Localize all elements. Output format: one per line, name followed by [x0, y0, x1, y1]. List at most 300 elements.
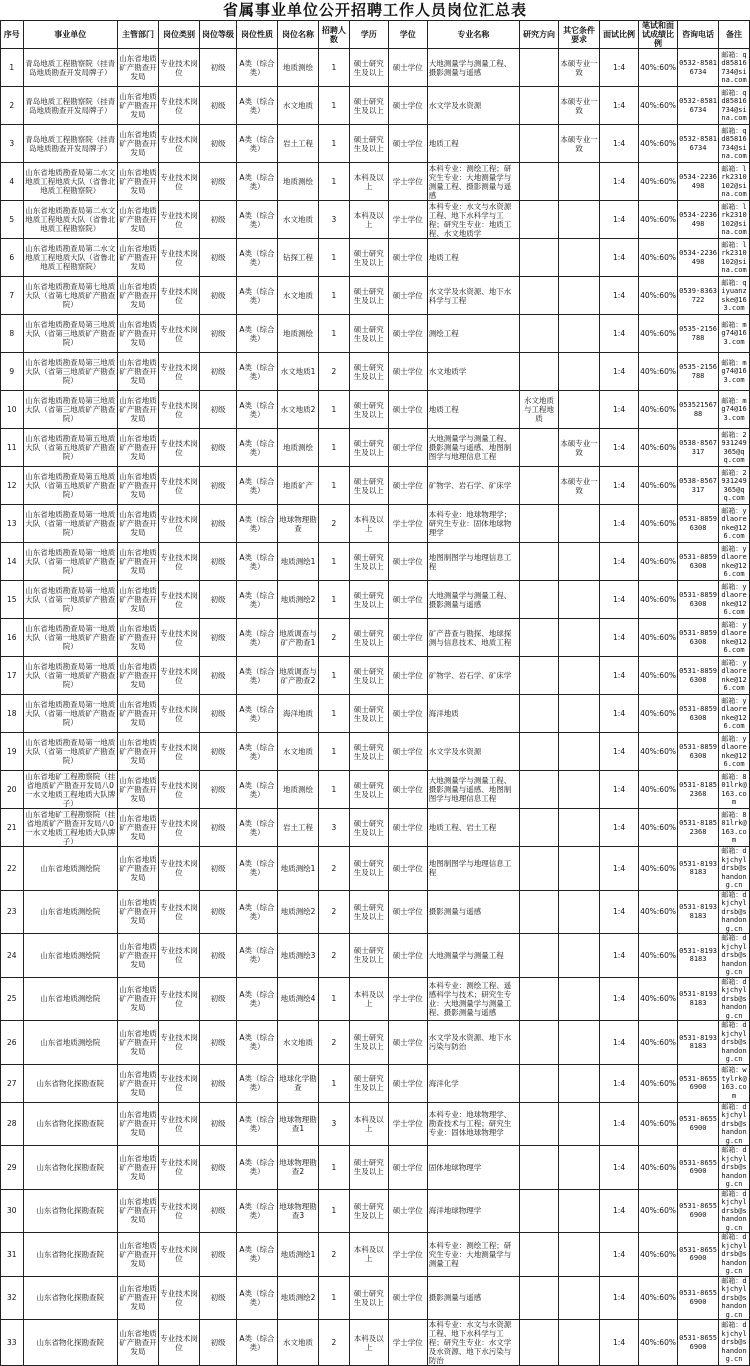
cell-nature: A类（综合类）	[236, 543, 277, 581]
cell-category: 专业技术岗位	[158, 619, 199, 657]
cell-degree: 学士学位	[388, 505, 427, 543]
cell-category: 专业技术岗位	[158, 163, 199, 201]
cell-phone: 0531-81938183	[678, 890, 719, 934]
cell-degree: 硕士学位	[388, 543, 427, 581]
cell-education: 硕士研究生及以上	[349, 1146, 388, 1190]
cell-other	[559, 201, 600, 239]
cell-count: 3	[319, 201, 350, 239]
table-row	[1, 890, 750, 934]
cell-seq: 8	[1, 315, 24, 353]
cell-score-ratio: 40%:60%	[639, 543, 678, 581]
table-row	[1, 1233, 750, 1277]
cell-research	[520, 505, 559, 543]
table-row	[1, 1146, 750, 1190]
cell-phone: 0531-86556900	[678, 1064, 719, 1102]
cell-major: 水文学及水资源	[427, 733, 519, 771]
cell-category: 专业技术岗位	[158, 239, 199, 277]
cell-phone: 0535-2156788	[678, 353, 719, 391]
cell-phone: 0531-81938183	[678, 1021, 719, 1065]
cell-phone: 0538-8567317	[678, 467, 719, 505]
header-category: 岗位类别	[158, 21, 199, 49]
cell-other	[559, 1320, 600, 1366]
cell-score-ratio: 40%:60%	[639, 977, 678, 1021]
cell-degree: 硕士学位	[388, 239, 427, 277]
cell-interview-ratio: 1:4	[600, 163, 639, 201]
cell-unit: 山东省地质勘查局第一地质大队（省第一地质矿产勘查院）	[23, 619, 117, 657]
table-row	[1, 163, 750, 201]
cell-dept: 山东省地质矿产勘查开发局	[117, 239, 158, 277]
cell-position: 地球物理勘查1	[277, 1102, 318, 1146]
cell-nature: A类（综合类）	[236, 125, 277, 163]
cell-dept: 山东省地质矿产勘查开发局	[117, 934, 158, 978]
cell-remark: 邮箱：qiyuanzske@163.com	[719, 277, 750, 315]
cell-interview-ratio: 1:4	[600, 391, 639, 429]
cell-remark: 邮箱：ydlaorenke@126.com	[719, 695, 750, 733]
cell-dept: 山东省地质矿产勘查开发局	[117, 733, 158, 771]
cell-category: 专业技术岗位	[158, 49, 199, 87]
cell-degree: 学士学位	[388, 977, 427, 1021]
cell-nature: A类（综合类）	[236, 505, 277, 543]
cell-major: 本科专业：测绘工程；研究生专业：大地测量学与测量工程、摄影测量与遥感	[427, 163, 519, 201]
cell-other: 本硕专业一致	[559, 87, 600, 125]
cell-count: 1	[319, 733, 350, 771]
cell-level: 初级	[200, 353, 237, 391]
cell-unit: 山东省地质勘查局第一地质大队（省第一地质矿产勘查院）	[23, 505, 117, 543]
cell-research	[520, 1064, 559, 1102]
cell-phone: 0532-85816734	[678, 125, 719, 163]
cell-degree: 硕士学位	[388, 1276, 427, 1320]
cell-score-ratio: 40%:60%	[639, 809, 678, 847]
cell-category: 专业技术岗位	[158, 1102, 199, 1146]
cell-remark: 邮箱：dkjchyldrsb@shandong.cn	[719, 934, 750, 978]
cell-major: 本科专业：测绘工程、遥感科学与技术；研究生专业：大地测量学与测量工程、摄影测量与遥感	[427, 977, 519, 1021]
cell-unit: 山东省地质测绘院	[23, 847, 117, 891]
cell-nature: A类（综合类）	[236, 1320, 277, 1366]
cell-research	[520, 277, 559, 315]
cell-interview-ratio: 1:4	[600, 505, 639, 543]
cell-position: 地质测绘	[277, 429, 318, 467]
cell-education: 硕士研究生及以上	[349, 87, 388, 125]
cell-score-ratio: 40%:60%	[639, 467, 678, 505]
table-row	[1, 1320, 750, 1366]
cell-category: 专业技术岗位	[158, 581, 199, 619]
cell-research	[520, 201, 559, 239]
cell-count: 1	[319, 125, 350, 163]
cell-other	[559, 1233, 600, 1277]
cell-category: 专业技术岗位	[158, 1276, 199, 1320]
cell-position: 水文地质	[277, 1320, 318, 1366]
cell-research	[520, 1320, 559, 1366]
cell-seq: 33	[1, 1320, 24, 1366]
cell-level: 初级	[200, 543, 237, 581]
header-count: 招聘人数	[319, 21, 350, 49]
cell-research	[520, 125, 559, 163]
cell-dept: 山东省地质矿产勘查开发局	[117, 201, 158, 239]
cell-seq: 32	[1, 1276, 24, 1320]
cell-remark: 邮箱：801lrk@163.com	[719, 809, 750, 847]
cell-phone: 0531-88596308	[678, 695, 719, 733]
cell-other	[559, 505, 600, 543]
cell-position: 水文地质	[277, 87, 318, 125]
cell-level: 初级	[200, 277, 237, 315]
cell-score-ratio: 40%:60%	[639, 619, 678, 657]
cell-score-ratio: 40%:60%	[639, 1102, 678, 1146]
table-row	[1, 429, 750, 467]
cell-unit: 山东省地矿工程勘察院（挂省地质矿产勘查开发局八0一水文地质工程地质大队牌子）	[23, 771, 117, 809]
cell-position: 地质测绘	[277, 163, 318, 201]
table-row	[1, 847, 750, 891]
cell-unit: 山东省地质勘查局第一地质大队（省第一地质矿产勘查院）	[23, 657, 117, 695]
cell-dept: 山东省地质矿产勘查开发局	[117, 391, 158, 429]
cell-category: 专业技术岗位	[158, 1021, 199, 1065]
cell-major: 矿物学、岩石学、矿床学	[427, 467, 519, 505]
cell-score-ratio: 40%:60%	[639, 239, 678, 277]
cell-nature: A类（综合类）	[236, 695, 277, 733]
cell-interview-ratio: 1:4	[600, 771, 639, 809]
cell-category: 专业技术岗位	[158, 543, 199, 581]
cell-phone: 0531-81938183	[678, 847, 719, 891]
table-row	[1, 201, 750, 239]
table-row	[1, 87, 750, 125]
cell-interview-ratio: 1:4	[600, 1064, 639, 1102]
cell-position: 地质测绘	[277, 771, 318, 809]
cell-level: 初级	[200, 771, 237, 809]
cell-nature: A类（综合类）	[236, 847, 277, 891]
header-phone: 咨询电话	[678, 21, 719, 49]
cell-dept: 山东省地质矿产勘查开发局	[117, 581, 158, 619]
cell-seq: 30	[1, 1189, 24, 1233]
cell-count: 1	[319, 87, 350, 125]
cell-seq: 24	[1, 934, 24, 978]
cell-other	[559, 163, 600, 201]
cell-major: 海洋地球物理学	[427, 1189, 519, 1233]
cell-level: 初级	[200, 1102, 237, 1146]
cell-research	[520, 543, 559, 581]
cell-other	[559, 657, 600, 695]
cell-phone: 0531-88596308	[678, 619, 719, 657]
header-remark: 备注	[719, 21, 750, 49]
cell-interview-ratio: 1:4	[600, 619, 639, 657]
cell-seq: 28	[1, 1102, 24, 1146]
cell-position: 钻探工程	[277, 239, 318, 277]
cell-seq: 18	[1, 695, 24, 733]
cell-degree: 学士学位	[388, 201, 427, 239]
cell-score-ratio: 40%:60%	[639, 125, 678, 163]
cell-score-ratio: 40%:60%	[639, 505, 678, 543]
cell-degree: 硕士学位	[388, 1189, 427, 1233]
cell-seq: 27	[1, 1064, 24, 1102]
cell-other	[559, 619, 600, 657]
cell-phone: 0531-86556900	[678, 1320, 719, 1366]
cell-education: 硕士研究生及以上	[349, 315, 388, 353]
cell-dept: 山东省地质矿产勘查开发局	[117, 847, 158, 891]
cell-phone: 05352156788	[678, 391, 719, 429]
cell-unit: 山东省地质勘查局第一地质大队（省第一地质矿产勘查院）	[23, 695, 117, 733]
cell-unit: 山东省地矿工程勘察院（挂省地质矿产勘查开发局八0一水文地质工程地质大队牌子）	[23, 809, 117, 847]
cell-category: 专业技术岗位	[158, 467, 199, 505]
cell-other	[559, 1276, 600, 1320]
cell-phone: 0534-2236498	[678, 201, 719, 239]
cell-position: 地质调查与矿产勘查2	[277, 657, 318, 695]
cell-category: 专业技术岗位	[158, 201, 199, 239]
job-table	[0, 20, 750, 1366]
cell-degree: 硕士学位	[388, 809, 427, 847]
cell-interview-ratio: 1:4	[600, 809, 639, 847]
cell-other	[559, 239, 600, 277]
table-row	[1, 391, 750, 429]
cell-count: 1	[319, 467, 350, 505]
cell-remark: 邮箱：lrk2310102@sina.com	[719, 239, 750, 277]
cell-dept: 山东省地质矿产勘查开发局	[117, 1021, 158, 1065]
cell-major: 本科专业：测绘工程；研究生专业：大地测量学与测量工程	[427, 1233, 519, 1277]
cell-position: 水文地质1	[277, 353, 318, 391]
cell-unit: 山东省物化探勘查院	[23, 1102, 117, 1146]
header-dept: 主管部门	[117, 21, 158, 49]
cell-phone: 0534-2236498	[678, 163, 719, 201]
cell-seq: 22	[1, 847, 24, 891]
cell-seq: 5	[1, 201, 24, 239]
table-row	[1, 315, 750, 353]
cell-dept: 山东省地质矿产勘查开发局	[117, 125, 158, 163]
cell-position: 地球物理勘查	[277, 505, 318, 543]
cell-count: 1	[319, 277, 350, 315]
cell-nature: A类（综合类）	[236, 467, 277, 505]
cell-category: 专业技术岗位	[158, 429, 199, 467]
cell-level: 初级	[200, 1189, 237, 1233]
cell-score-ratio: 40%:60%	[639, 1233, 678, 1277]
cell-position: 地质测绘1	[277, 543, 318, 581]
header-seq: 序号	[1, 21, 24, 49]
cell-major: 大地测量学与测量工程、摄影测量与遥感、地图制图学与地理信息工程	[427, 429, 519, 467]
cell-dept: 山东省地质矿产勘查开发局	[117, 1189, 158, 1233]
cell-education: 硕士研究生及以上	[349, 1189, 388, 1233]
cell-phone: 0531-86556900	[678, 1189, 719, 1233]
cell-research	[520, 1021, 559, 1065]
cell-dept: 山东省地质矿产勘查开发局	[117, 543, 158, 581]
cell-remark: 邮箱：dkjchyldrsb@shandong.cn	[719, 1021, 750, 1065]
cell-education: 硕士研究生及以上	[349, 809, 388, 847]
cell-dept: 山东省地质矿产勘查开发局	[117, 890, 158, 934]
cell-nature: A类（综合类）	[236, 733, 277, 771]
cell-nature: A类（综合类）	[236, 581, 277, 619]
cell-degree: 学士学位	[388, 1233, 427, 1277]
cell-degree: 硕士学位	[388, 695, 427, 733]
cell-count: 1	[319, 695, 350, 733]
cell-level: 初级	[200, 1146, 237, 1190]
cell-phone: 0531-86556900	[678, 1146, 719, 1190]
cell-major: 地图制图学与地理信息工程	[427, 847, 519, 891]
cell-interview-ratio: 1:4	[600, 581, 639, 619]
cell-major: 固体地球物理学	[427, 1146, 519, 1190]
cell-phone: 0531-88596308	[678, 733, 719, 771]
cell-degree: 硕士学位	[388, 934, 427, 978]
cell-category: 专业技术岗位	[158, 315, 199, 353]
cell-major: 测绘工程	[427, 315, 519, 353]
cell-major: 大地测量学与测量工程、摄影测量与遥感	[427, 49, 519, 87]
cell-score-ratio: 40%:60%	[639, 1276, 678, 1320]
cell-position: 海洋地质	[277, 695, 318, 733]
cell-level: 初级	[200, 695, 237, 733]
cell-education: 硕士研究生及以上	[349, 695, 388, 733]
cell-phone: 0535-2156788	[678, 315, 719, 353]
cell-major: 摄影测量与遥感	[427, 890, 519, 934]
cell-position: 水文地质	[277, 277, 318, 315]
cell-unit: 山东省地质测绘院	[23, 1021, 117, 1065]
cell-nature: A类（综合类）	[236, 809, 277, 847]
cell-score-ratio: 40%:60%	[639, 315, 678, 353]
cell-count: 1	[319, 581, 350, 619]
cell-nature: A类（综合类）	[236, 353, 277, 391]
cell-research	[520, 315, 559, 353]
cell-position: 地质测绘	[277, 49, 318, 87]
cell-interview-ratio: 1:4	[600, 1320, 639, 1366]
cell-research	[520, 1233, 559, 1277]
cell-major: 本科专业：水文与水资源工程、地下水科学与工程；研究生专业：水文学及水资源、地下水污染与防治	[427, 1320, 519, 1366]
cell-unit: 山东省地质勘查局第三地质大队（省第三地质矿产勘查院）	[23, 353, 117, 391]
cell-dept: 山东省地质矿产勘查开发局	[117, 163, 158, 201]
cell-category: 专业技术岗位	[158, 695, 199, 733]
cell-degree: 硕士学位	[388, 847, 427, 891]
cell-count: 1	[319, 1189, 350, 1233]
cell-degree: 硕士学位	[388, 391, 427, 429]
cell-remark: 邮箱：dkjchyldrsb@shandong.cn	[719, 847, 750, 891]
cell-seq: 6	[1, 239, 24, 277]
cell-unit: 山东省地质勘查局第一地质大队（省第一地质矿产勘查院）	[23, 733, 117, 771]
cell-research	[520, 581, 559, 619]
cell-category: 专业技术岗位	[158, 353, 199, 391]
cell-count: 1	[319, 163, 350, 201]
cell-remark: 邮箱：mg74@163.com	[719, 353, 750, 391]
cell-research	[520, 429, 559, 467]
cell-category: 专业技术岗位	[158, 847, 199, 891]
cell-research	[520, 890, 559, 934]
cell-major: 海洋化学	[427, 1064, 519, 1102]
cell-interview-ratio: 1:4	[600, 1276, 639, 1320]
cell-score-ratio: 40%:60%	[639, 1021, 678, 1065]
cell-count: 1	[319, 239, 350, 277]
cell-category: 专业技术岗位	[158, 890, 199, 934]
cell-unit: 山东省地质勘查局第五地质大队（省第五地质矿产勘查院）	[23, 429, 117, 467]
cell-remark: 邮箱：2931249365@qq.com	[719, 429, 750, 467]
cell-major: 地质工程	[427, 391, 519, 429]
cell-nature: A类（综合类）	[236, 429, 277, 467]
cell-level: 初级	[200, 809, 237, 847]
cell-unit: 青岛地质工程勘察院（挂青岛地质勘查开发局牌子）	[23, 125, 117, 163]
cell-position: 地质测绘4	[277, 977, 318, 1021]
cell-remark: 邮箱：ydlaorenke@126.com	[719, 543, 750, 581]
page-title: 省属事业单位公开招聘工作人员岗位汇总表	[222, 1, 527, 19]
cell-level: 初级	[200, 657, 237, 695]
cell-education: 硕士研究生及以上	[349, 1064, 388, 1102]
cell-seq: 12	[1, 467, 24, 505]
table-row	[1, 1102, 750, 1146]
cell-phone: 0539-8363722	[678, 277, 719, 315]
cell-phone: 0531-81938183	[678, 977, 719, 1021]
cell-position: 岩土工程	[277, 125, 318, 163]
cell-remark: 邮箱：dkjchyldrsb@shandong.cn	[719, 1233, 750, 1277]
header-unit: 事业单位	[23, 21, 117, 49]
cell-score-ratio: 40%:60%	[639, 277, 678, 315]
cell-education: 本科及以上	[349, 977, 388, 1021]
cell-level: 初级	[200, 890, 237, 934]
cell-other	[559, 977, 600, 1021]
cell-degree: 学士学位	[388, 163, 427, 201]
table-row	[1, 467, 750, 505]
cell-level: 初级	[200, 49, 237, 87]
cell-position: 水文地质	[277, 733, 318, 771]
header-other: 其它条件要求	[559, 21, 600, 49]
cell-education: 硕士研究生及以上	[349, 581, 388, 619]
cell-other	[559, 353, 600, 391]
header-score-ratio: 笔试和面试成绩比例	[639, 21, 678, 49]
cell-research	[520, 1189, 559, 1233]
cell-interview-ratio: 1:4	[600, 315, 639, 353]
cell-phone: 0531-86556900	[678, 1233, 719, 1277]
cell-major: 地质工程	[427, 239, 519, 277]
cell-position: 地质测绘3	[277, 934, 318, 978]
cell-position: 地质测绘1	[277, 1233, 318, 1277]
cell-remark: 邮箱：ydlaorenke@126.com	[719, 619, 750, 657]
cell-remark: 邮箱：mg74@163.com	[719, 315, 750, 353]
cell-seq: 2	[1, 87, 24, 125]
cell-interview-ratio: 1:4	[600, 125, 639, 163]
cell-unit: 山东省物化探勘查院	[23, 1189, 117, 1233]
cell-other	[559, 809, 600, 847]
cell-seq: 29	[1, 1146, 24, 1190]
cell-unit: 山东省地质勘查局第一地质大队（省第一地质矿产勘查院）	[23, 581, 117, 619]
cell-position: 地质矿产	[277, 467, 318, 505]
cell-level: 初级	[200, 733, 237, 771]
cell-research	[520, 1102, 559, 1146]
cell-level: 初级	[200, 87, 237, 125]
cell-category: 专业技术岗位	[158, 733, 199, 771]
cell-nature: A类（综合类）	[236, 87, 277, 125]
cell-degree: 硕士学位	[388, 581, 427, 619]
cell-interview-ratio: 1:4	[600, 657, 639, 695]
cell-dept: 山东省地质矿产勘查开发局	[117, 277, 158, 315]
cell-degree: 硕士学位	[388, 890, 427, 934]
cell-education: 硕士研究生及以上	[349, 847, 388, 891]
cell-major: 本科专业：水文与水资源工程、地下水科学与工程；研究生专业：地质工程、水文地质学	[427, 201, 519, 239]
cell-level: 初级	[200, 1064, 237, 1102]
cell-score-ratio: 40%:60%	[639, 353, 678, 391]
table-row	[1, 934, 750, 978]
cell-level: 初级	[200, 977, 237, 1021]
cell-category: 专业技术岗位	[158, 391, 199, 429]
cell-remark: 邮箱：lrk2310102@sina.com	[719, 201, 750, 239]
cell-seq: 11	[1, 429, 24, 467]
cell-interview-ratio: 1:4	[600, 467, 639, 505]
cell-research	[520, 239, 559, 277]
cell-level: 初级	[200, 1021, 237, 1065]
cell-nature: A类（综合类）	[236, 1276, 277, 1320]
cell-dept: 山东省地质矿产勘查开发局	[117, 467, 158, 505]
cell-position: 地球物理勘查2	[277, 1146, 318, 1190]
header-major: 专业名称	[427, 21, 519, 49]
table-row	[1, 49, 750, 87]
cell-level: 初级	[200, 505, 237, 543]
cell-score-ratio: 40%:60%	[639, 695, 678, 733]
cell-count: 2	[319, 353, 350, 391]
cell-nature: A类（综合类）	[236, 1064, 277, 1102]
cell-degree: 硕士学位	[388, 277, 427, 315]
cell-other	[559, 695, 600, 733]
header-level: 岗位等级	[200, 21, 237, 49]
cell-score-ratio: 40%:60%	[639, 1189, 678, 1233]
table-row	[1, 353, 750, 391]
cell-seq: 23	[1, 890, 24, 934]
cell-education: 本科及以上	[349, 1320, 388, 1366]
